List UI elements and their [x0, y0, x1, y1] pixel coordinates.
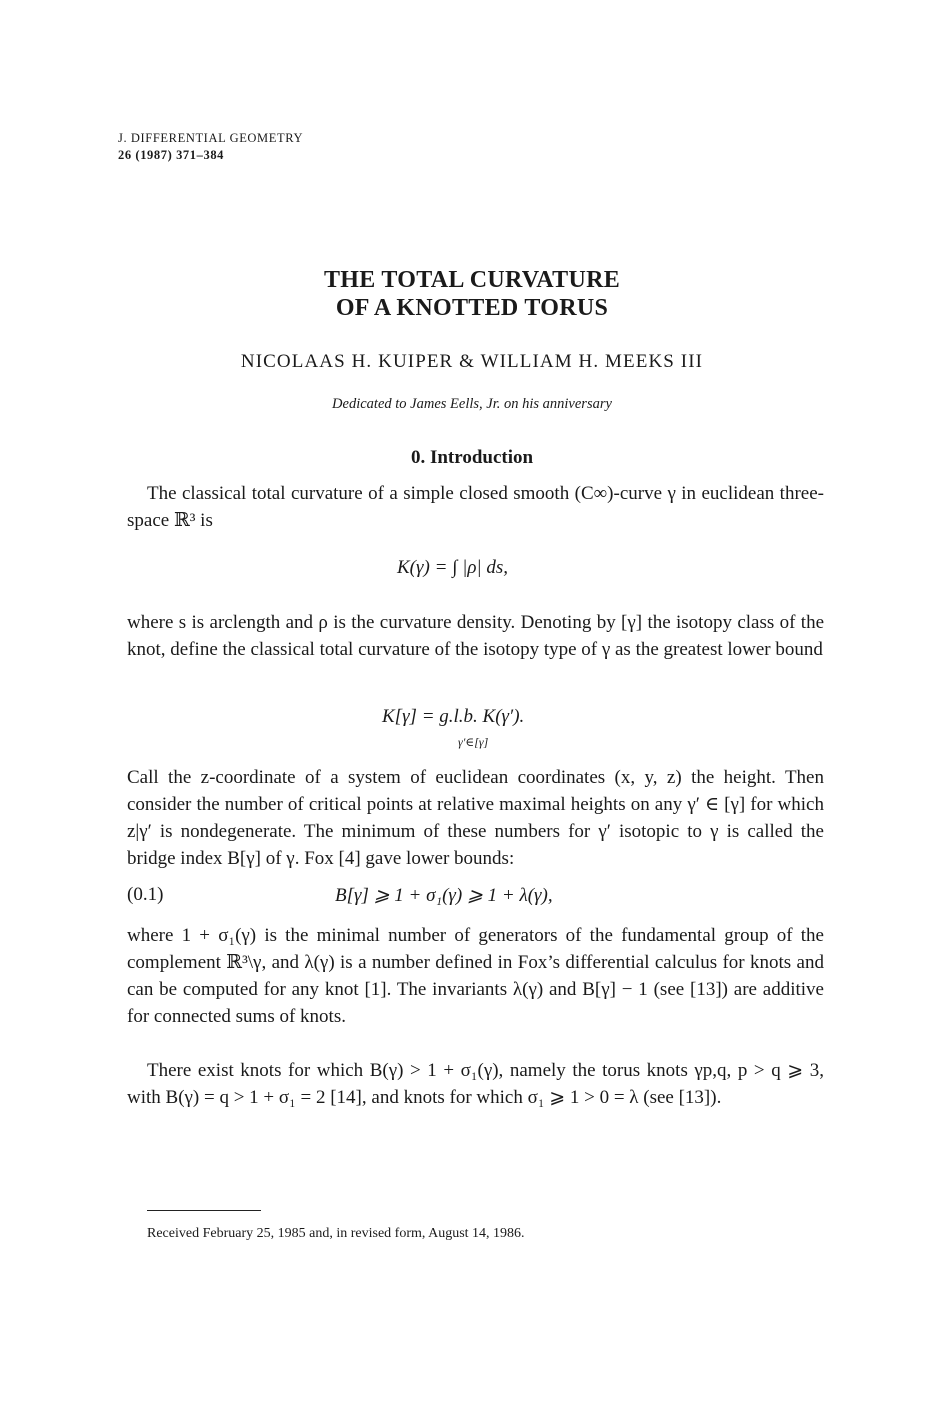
- dedication: Dedicated to James Eells, Jr. on his anniversary: [332, 396, 612, 412]
- equation-glb: K[γ] = g.l.b. K(γ′).: [382, 706, 525, 727]
- equation-fox-bounds: B[γ] ⩾ 1 + σ₁(γ) ⩾ 1 + λ(γ),: [335, 885, 553, 906]
- paragraph-5: There exist knots for which B(γ) > 1 + σ₁(γ), namely the torus knots γp,q, p > q ⩾ 3, with B(γ) = q > 1 + σ₁ = 2 [14], and knots for which σ₁ ⩾ 1 > 0 = λ (see [13]).: [127, 1060, 824, 1108]
- footnote: Received February 25, 1985 and, in revised form, August 14, 1986.: [147, 1226, 525, 1241]
- footnote-rule: [147, 1210, 261, 1211]
- volume-pages: 26 (1987) 371–384: [118, 148, 225, 162]
- paper-title: [0, 266, 944, 322]
- title-line-1: THE TOTAL CURVATURE: [323, 267, 621, 293]
- paragraph-1: The classical total curvature of a simple closed smooth (C∞)-curve γ in euclidean three-space ℝ³ is: [127, 483, 824, 531]
- equation-total-curvature: K(γ) = ∫ |ρ| ds,: [397, 557, 509, 578]
- section-heading: 0. Introduction: [410, 447, 534, 468]
- title-line-2: OF A KNOTTED TORUS: [335, 295, 609, 321]
- authors: NICOLAAS H. KUIPER & WILLIAM H. MEEKS III: [240, 351, 704, 372]
- journal-header: [118, 130, 303, 164]
- paragraph-3: Call the z-coordinate of a system of euclidean coordinates (x, y, z) the height. Then consider the number of critical points at relative maximal heights on any γ′ ∈ [γ] for which z|γ′ is nondegenerate. The minimum of these numbers for γ′ isotopic to γ is called the bridge index B[γ] of γ. Fox [4] gave lower bounds:: [127, 767, 824, 869]
- paragraph-4: where 1 + σ₁(γ) is the minimal number of generators of the fundamental group of the complement ℝ³\γ, and λ(γ) is a number defined in Fox’s differential calculus for knots and can be computed for any knot [1]. The invariants λ(γ) and B[γ] − 1 (see [13]) are additive for connected sums of knots.: [127, 925, 824, 1027]
- paragraph-2: where s is arclength and ρ is the curvature density. Denoting by [γ] the isotopy class of the knot, define the classical total curvature of the isotopy type of γ as the greatest lower bound: [127, 612, 824, 660]
- journal-name: J. DIFFERENTIAL GEOMETRY: [118, 131, 304, 145]
- equation-glb-subscript: γ′∈[γ]: [458, 735, 489, 749]
- equation-number: (0.1): [127, 884, 164, 905]
